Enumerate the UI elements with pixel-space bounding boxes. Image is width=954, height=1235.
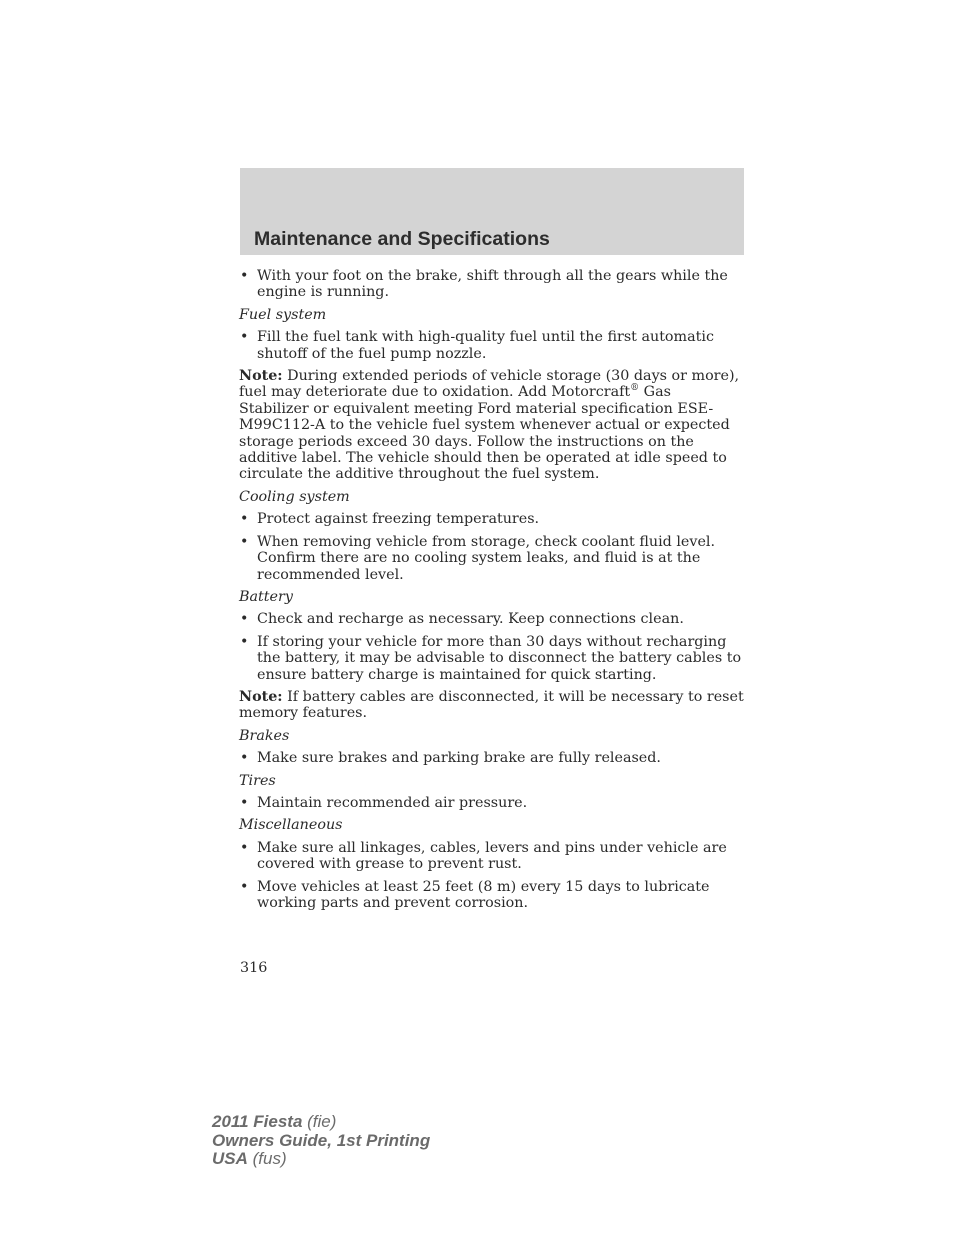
bullet-icon: • xyxy=(240,878,249,895)
footer-edition: Owners Guide, 1st Printing xyxy=(212,1130,431,1150)
list-item xyxy=(239,634,745,683)
footer-market: USA xyxy=(212,1149,248,1168)
list-item xyxy=(239,611,745,627)
footer-imprint xyxy=(212,1113,430,1169)
list-item-text: If storing your vehicle for more than 30 days without recharging the battery, it may be advisable to disconnect the battery cables to ensure battery charge is maintained for quick starting. xyxy=(257,633,742,683)
section-header-band xyxy=(240,168,744,255)
footer-line-model xyxy=(212,1113,430,1132)
note-text: During extended periods of vehicle storage (30 days or more), fuel may deteriorate due to oxidation. Add Motorcraft xyxy=(239,368,740,401)
note-text: Gas Stabilizer or equivalent meeting Ford material specification ESE-M99C112-A to the vehicle fuel system whenever actual or expected storage periods exceed 30 days. Follow the instructions on the additive label. The vehicle should then be operated at idle speed to circulate the additive throughout the fuel system. xyxy=(239,384,730,483)
list-item xyxy=(239,534,745,583)
bullet-icon: • xyxy=(240,839,249,856)
list-item-text: Protect against freezing temperatures. xyxy=(257,511,540,528)
footer-model-code: (fie) xyxy=(302,1112,337,1131)
list-item-text: When removing vehicle from storage, check coolant fluid level. Confirm there are no cooling system leaks, and fluid is at the recommended level. xyxy=(257,533,716,583)
bullet-icon: • xyxy=(240,633,249,650)
list-item xyxy=(239,795,745,811)
list-item-text: Fill the fuel tank with high-quality fuel until the first automatic shutoff of the fuel pump nozzle. xyxy=(257,329,714,362)
footer-line-market xyxy=(212,1150,430,1169)
page-content xyxy=(239,268,745,917)
list-item-text: With your foot on the brake, shift through all the gears while the engine is running. xyxy=(257,268,728,301)
list-item xyxy=(239,329,745,362)
subheading-fuel-system: Fuel system xyxy=(239,306,327,323)
bullet-icon: • xyxy=(240,611,249,628)
list-item-text: Move vehicles at least 25 feet (8 m) every 15 days to lubricate working parts and prevent corrosion. xyxy=(257,878,710,911)
footer-line-edition xyxy=(212,1132,430,1151)
section-title: Maintenance and Specifications xyxy=(254,228,550,250)
note-paragraph xyxy=(239,689,745,722)
list-item xyxy=(239,840,745,873)
footer-market-code: (fus) xyxy=(247,1149,287,1168)
bullet-icon: • xyxy=(240,750,249,767)
list-item-text: Make sure all linkages, cables, levers and pins under vehicle are covered with grease to prevent rust. xyxy=(257,839,727,873)
list-item-text: Maintain recommended air pressure. xyxy=(257,794,528,811)
list-item xyxy=(239,750,745,766)
footer-model: 2011 Fiesta xyxy=(212,1112,303,1131)
subheading-miscellaneous: Miscellaneous xyxy=(239,817,343,834)
bullet-icon: • xyxy=(240,533,249,550)
bullet-icon: • xyxy=(240,329,249,346)
subheading-tires: Tires xyxy=(239,772,276,789)
note-text: If battery cables are disconnected, it will be necessary to reset memory features. xyxy=(239,688,744,722)
subheading-brakes: Brakes xyxy=(239,727,290,744)
note-label: Note: xyxy=(239,368,283,385)
bullet-icon: • xyxy=(240,794,249,811)
list-item-text: Make sure brakes and parking brake are fully released. xyxy=(257,750,661,767)
note-label: Note: xyxy=(239,688,283,705)
subheading-cooling-system: Cooling system xyxy=(239,488,350,505)
list-item xyxy=(239,511,745,527)
bullet-icon: • xyxy=(240,268,249,284)
subheading-battery: Battery xyxy=(239,588,293,605)
note-paragraph xyxy=(239,368,745,483)
page-number: 316 xyxy=(240,960,268,976)
registered-mark: ® xyxy=(630,383,640,394)
list-item xyxy=(239,268,745,301)
list-item-text: Check and recharge as necessary. Keep connections clean. xyxy=(257,611,684,628)
bullet-icon: • xyxy=(240,511,249,528)
list-item xyxy=(239,879,745,912)
